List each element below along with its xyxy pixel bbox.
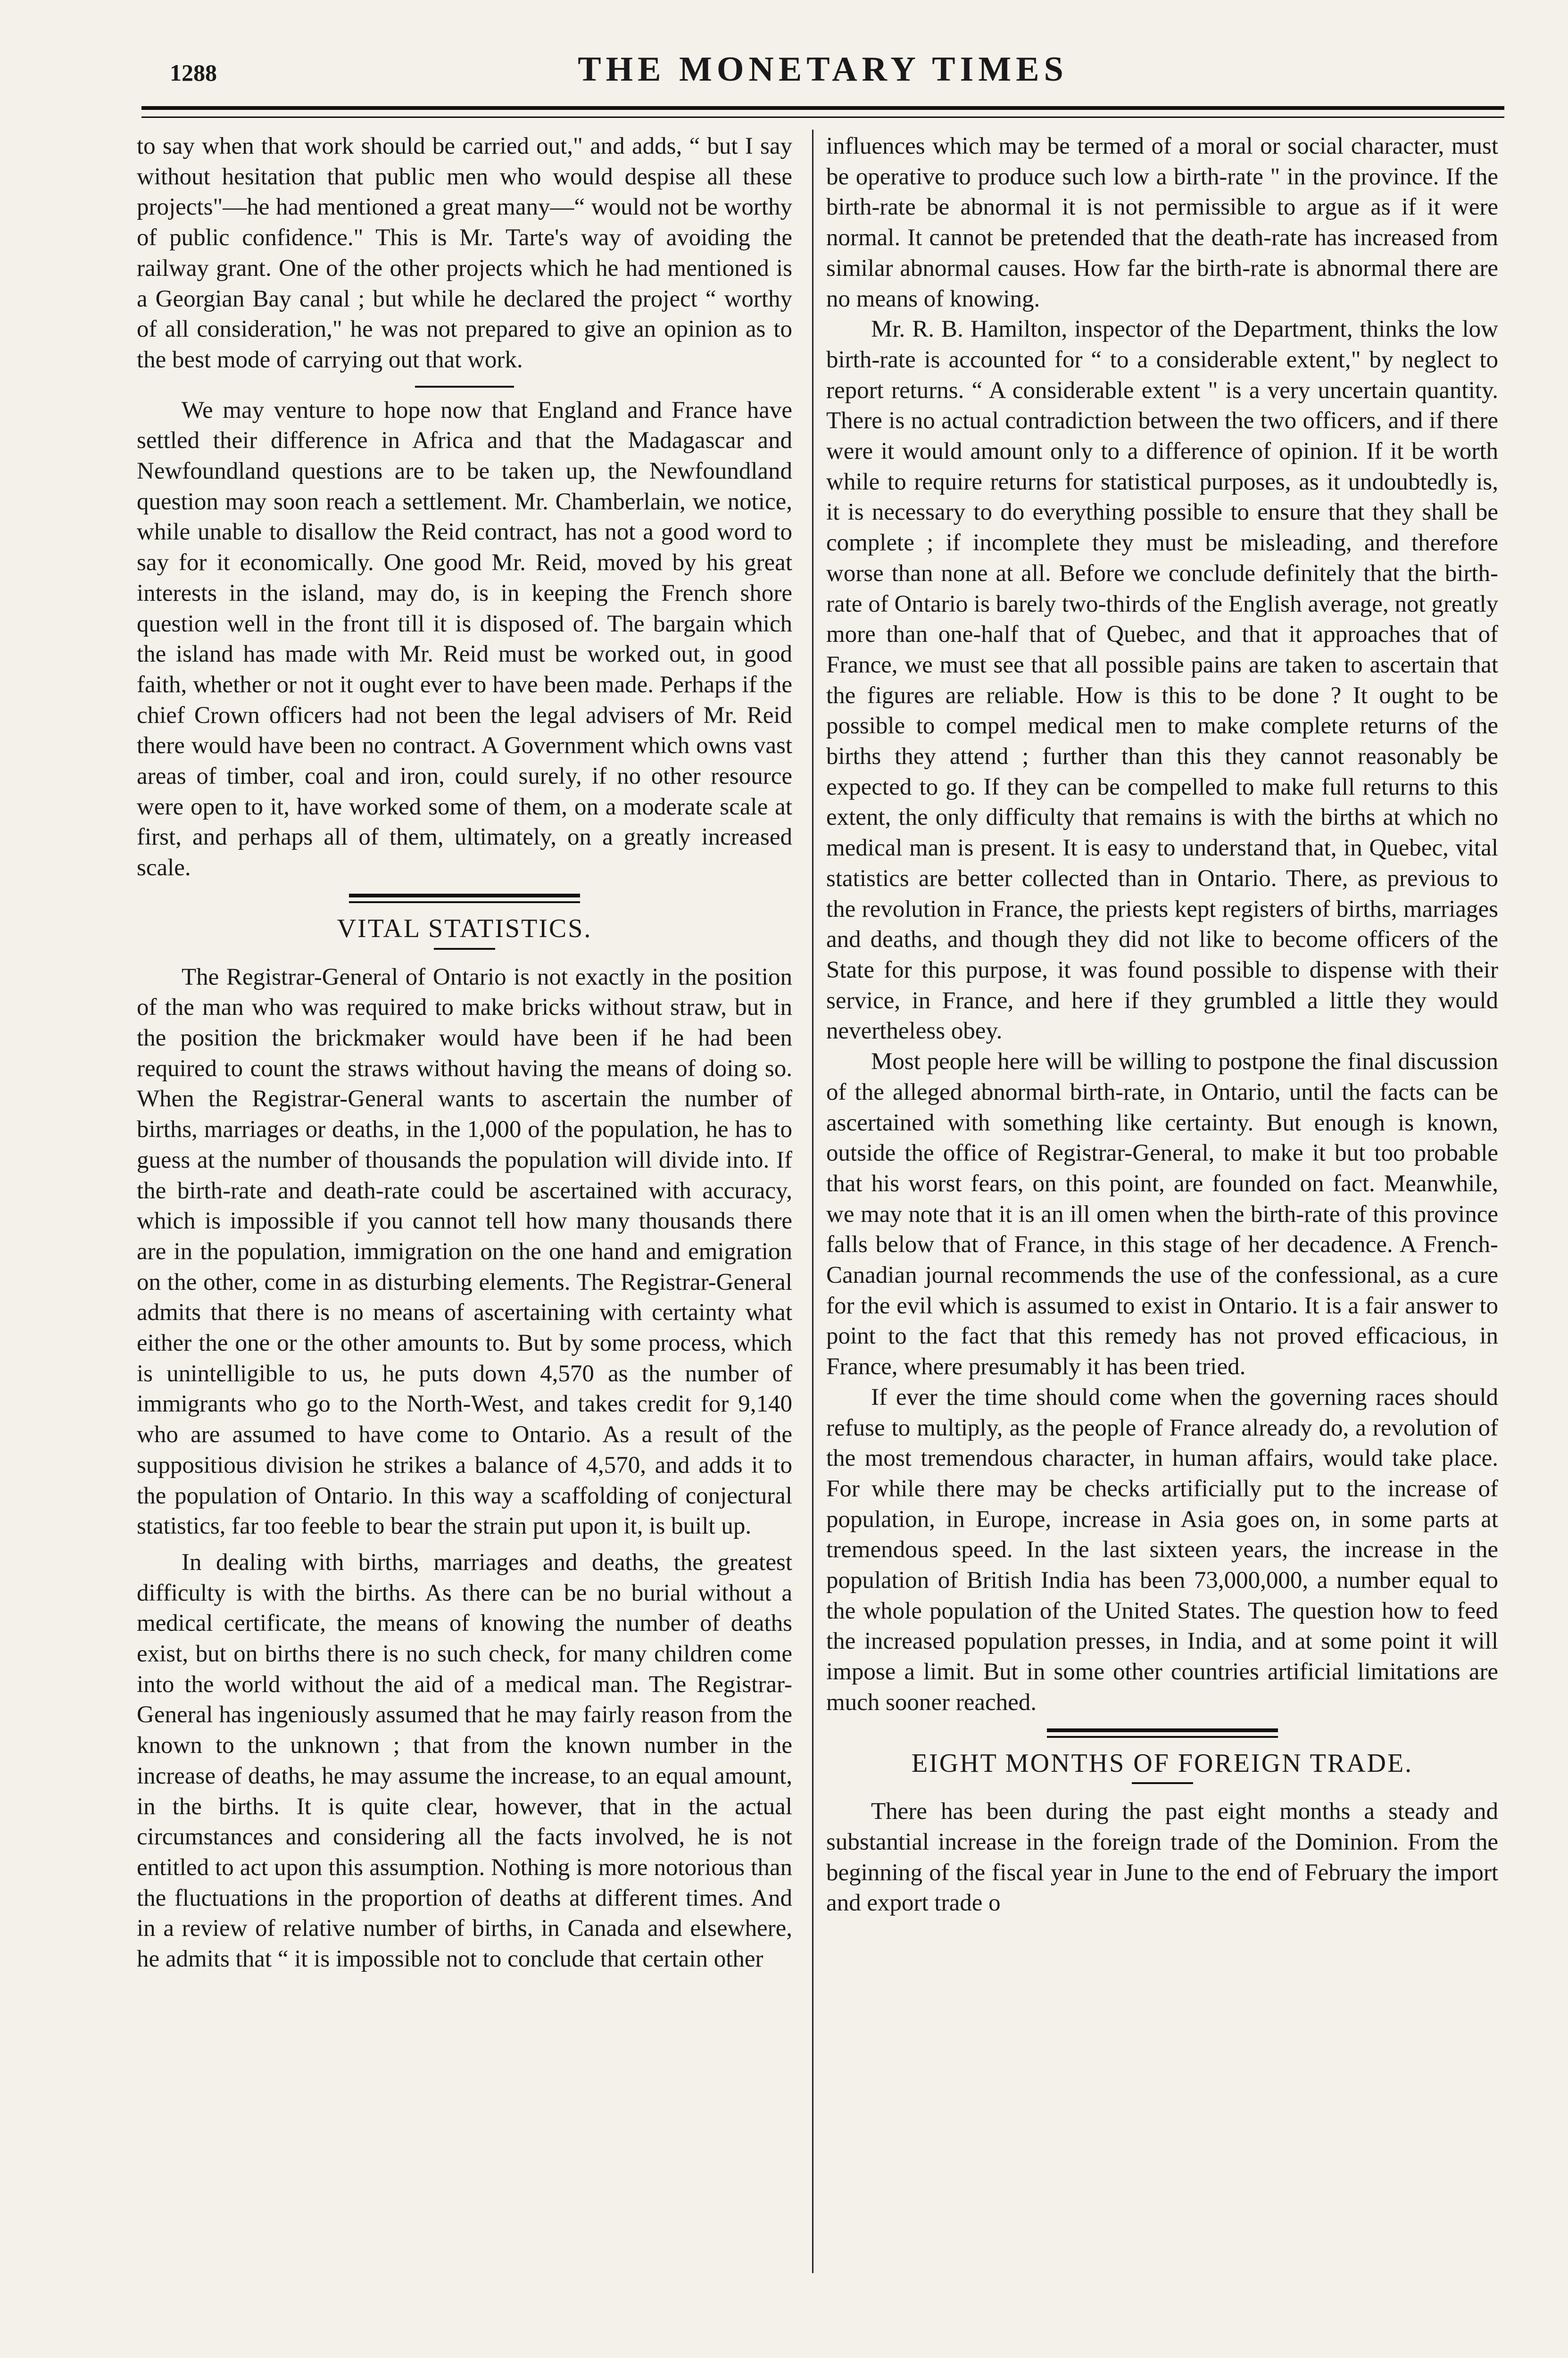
paragraph: Most people here will be willing to postpone the final discussion of the alleged abnormal birth-rate, in Ontario, until the facts can be ascertained with something like certainty. But enough is known, outside the office of Registrar-General, to make it but too probable that his worst fears, on this point, are founded on fact. Meanwhile, we may note that it is an ill omen when the birth-rate of this province falls below that of France, in this stage of her decadence. A French-Canadian journal recommends the use of the confessional, as a cure for the evil which is assumed to exist in Ontario. It is a fair answer to point to the fact that this remedy has not proved efficacious, in France, where presumably it has been tried. <box>826 1048 1498 1380</box>
article-separator <box>1047 1728 1278 1738</box>
paragraph: The Registrar-General of Ontario is not exactly in the position of the man who was required to make bricks without straw, but in the position the brickmaker would have been if he had been required to count the straws without having the means of doing so. When the Registrar-General wants to ascertain the number of births, marriages or deaths, in the 1,000 of the population, he has to guess at the number of thousands the population will divide into. If the birth-rate and death-rate could be ascertained with accuracy, which is impossible if you cannot tell how many thousands there are in the population, immigration on the one hand and emigration on the other, come in as disturbing elements. The Registrar-General admits that there is no means of ascertaining with certainty what either the one or the other amounts to. But by some process, which is unintelligible to us, he puts down 4,570 as the number of immigrants who go to the North-West, and takes credit for 9,140 who are assumed to have come to Ontario. As a result of the suppositious division he strikes a balance of 4,570, and adds it to the population of Ontario. In this way a scaffolding of conjectural statistics, far too feeble to bear the strain put upon it, is built up. <box>137 963 792 1540</box>
article-heading: EIGHT MONTHS OF FOREIGN TRADE. <box>911 1748 1413 1778</box>
header-rule-thin <box>141 116 1504 118</box>
heading-rule <box>434 948 495 950</box>
paragraph: There has been during the past eight months a steady and substantial increase in the foreign trade of the Dominion. From the beginning of the fiscal year in June to the end of February the import and export trade o <box>826 1798 1498 1917</box>
paragraph: influences which may be termed of a moral or social character, must be operative to produce such low a birth-rate " in the province. If the birth-rate be abnormal it is not permissible to argue as if it were normal. It cannot be pretended that the death-rate has increased from similar abnormal causes. How far the birth-rate is abnormal there are no means of knowing. <box>826 133 1498 312</box>
right-column <box>826 131 1498 1918</box>
article-heading: VITAL STATISTICS. <box>337 913 592 943</box>
left-column <box>137 131 792 1975</box>
journal-title: THE MONETARY TIMES <box>578 50 1068 89</box>
section-divider <box>415 386 514 388</box>
article-separator <box>349 894 580 903</box>
page-header <box>141 45 1504 97</box>
paragraph: to say when that work should be carried out," and adds, “ but I say without hesitation that public men who would despise all these projects"—he had mentioned a great many—“ would not be worthy of public confidence." This is Mr. Tarte's way of avoiding the railway grant. One of the other projects which he had mentioned is a Georgian Bay canal ; but while he declared the project “ worthy of all consideration," he was not prepared to give an opinion as to the best mode of carrying out that work. <box>137 133 792 373</box>
heading-rule <box>1132 1782 1193 1784</box>
paragraph: Mr. R. B. Hamilton, inspector of the Department, thinks the low birth-rate is accounted for “ to a considerable extent," by neglect to report returns. “ A considerable extent " is a very uncertain quantity. There is no actual contradiction between the two officers, and if there were it would amount only to a difference of opinion. If it be worth while to require returns for statistical purposes, as it undoubtedly is, it is necessary to do everything possible to ensure that they shall be complete ; if incomplete they must be misleading, and therefore worse than none at all. Before we conclude definitely that the birth-rate of Ontario is barely two-thirds of the English average, not greatly more than one-half that of Quebec, and that it approaches that of France, we must see that all possible pains are taken to ascertain that the figures are reliable. How is this to be done ? It ought to be possible to compel medical men to make complete returns of the births they attend ; further than this they cannot reasonably be expected to go. If they can be compelled to make full returns to this extent, the only difficulty that remains is with the births at which no medical man is present. It is easy to understand that, in Quebec, vital statistics are better collected than in Ontario. There, as previous to the revolution in France, the priests kept registers of births, marriages and deaths, and though they did not like to become officers of the State for this purpose, it was found possible to dispense with their service, in France, and here if they grumbled a little they would nevertheless obey. <box>826 316 1498 1045</box>
column-divider <box>812 130 813 2273</box>
paragraph: If ever the time should come when the governing races should refuse to multiply, as the people of France already do, a revolution of the most tremendous character, in human affairs, would take place. For while there may be checks artificially put to the increase of population, in Europe, increase in Asia goes on, in some parts at tremendous speed. In the last sixteen years, the increase in the population of British India has been 73,000,000, a number equal to the whole population of the United States. The question how to feed the increased population presses, in India, and at some point it will impose a limit. But in some other countries artificial limitations are much sooner reached. <box>826 1384 1498 1716</box>
page-number: 1288 <box>170 59 217 86</box>
paragraph: We may venture to hope now that England and France have settled their difference in Africa and that the Madagascar and Newfoundland questions are to be taken up, the Newfoundland question may soon reach a settlement. Mr. Chamberlain, we notice, while unable to disallow the Reid contract, has not a good word to say for it economically. One good Mr. Reid, moved by his great interests in the island, may do, is in keeping the French shore question well in the front till it is disposed of. The bargain which the island has made with Mr. Reid must be worked out, in good faith, whether or not it ought ever to have been made. Perhaps if the chief Crown officers had not been the legal advisers of Mr. Reid there would have been no contract. A Government which owns vast areas of timber, coal and iron, could surely, if no other resource were open to it, have worked some of them, on a moderate scale at first, and perhaps all of them, ultimately, on a greatly increased scale. <box>137 397 792 881</box>
paragraph: In dealing with births, marriages and deaths, the greatest difficulty is with the births. As there can be no burial without a medical certificate, the means of knowing the number of deaths exist, but on births there is no such check, for many children come into the world without the aid of a medical man. The Registrar-General has ingeniously assumed that he may fairly reason from the known to the unknown ; that from the known number in the increase of deaths, he may assume the increase, to an equal amount, in the births. It is quite clear, however, that in the actual circumstances and considering all the facts involved, he is not entitled to act upon this assumption. Nothing is more notorious than the fluctuations in the proportion of deaths at different times. And in a review of relative number of births, in Canada and elsewhere, he admits that “ it is impossible not to conclude that certain other <box>137 1549 792 1973</box>
header-rule-thick <box>141 106 1504 110</box>
